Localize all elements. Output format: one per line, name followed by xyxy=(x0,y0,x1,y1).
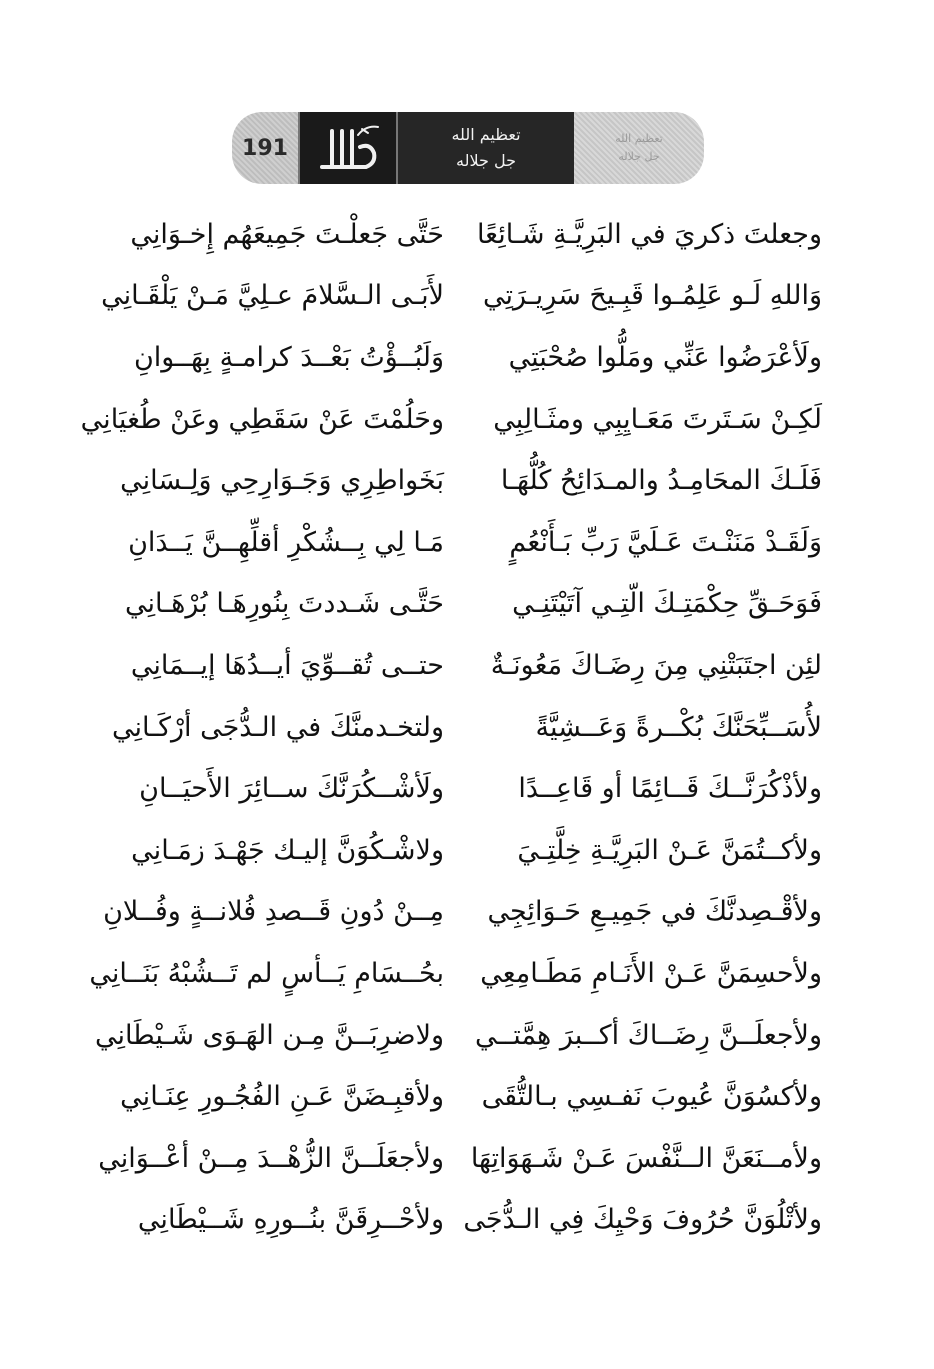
header-side-text xyxy=(574,112,704,184)
verse xyxy=(110,512,826,574)
verse-second-hemistich: وحَلُمْتَ عَنْ سَقَطِي وعَنْ طُغيَانِي xyxy=(80,403,444,435)
verse-second-hemistich: ولاضرِبَــنَّ مِـن الهَـوَى شَـيْطَانِي xyxy=(94,1019,444,1051)
header-title-line2: جل جلاله xyxy=(456,151,516,170)
page-header xyxy=(232,112,704,184)
verse-second-hemistich: ولاشْـكُوَنَّ إليـك جَهْـدَ زمَـانِي xyxy=(131,834,444,866)
verse-second-hemistich: ولأقبِـضَنَّ عَـنِ الفُجُـورِ عِنَـانِي xyxy=(120,1081,444,1113)
verse xyxy=(110,327,826,389)
verse-first-hemistich: فَلَـكَ المحَامِـدُ والمـدَائِحُ كُلُّهَـا xyxy=(500,465,822,497)
verse xyxy=(89,943,826,1005)
verse xyxy=(110,758,826,820)
verse-first-hemistich: ولأكسُوَنَّ عُيوبَ نَفـسِي بـالتُّقَى xyxy=(481,1081,822,1113)
verse xyxy=(110,697,826,759)
header-title-line1: تعظيم الله xyxy=(451,125,521,144)
header-side-line1: تعظيم الله xyxy=(615,132,663,145)
verse-first-hemistich: ولأمــنَعَنَّ الــنَّفْسَ عَـنْ شَـهَوَاتِهَا xyxy=(470,1142,822,1174)
page-number: 191 xyxy=(232,112,298,184)
verse-first-hemistich: ولأجعلَــنَّ رِضَــاكَ أكــبرَ هِمَّتــي xyxy=(474,1019,822,1051)
verse-second-hemistich: ولَأشْــكُرَنَّكَ ســائِرَ الأَحيَــانِ xyxy=(139,773,444,805)
poem xyxy=(80,204,826,1251)
verse-first-hemistich: ولأكــتُمَنَّ عَـنْ البَرِيَّـةِ خِلَّتِـيَ xyxy=(517,834,822,866)
verse-second-hemistich: ولأجعَلَــنَّ الزُّهْــدَ مِــنْ أعْــوَانِي xyxy=(98,1142,444,1174)
header-title xyxy=(398,112,574,184)
verse-first-hemistich: ولأحسِمَنَّ عَـنْ الأَنَـامِ مَطَـامِعِي xyxy=(480,957,822,989)
verse xyxy=(103,882,826,944)
verse-second-hemistich: ولتخـدمنَّكَ في الـدُّجَى أرْكَـانِي xyxy=(111,711,444,743)
verse xyxy=(110,635,826,697)
verse xyxy=(110,204,826,266)
verse xyxy=(98,1128,826,1190)
verse-first-hemistich: فَوَحَـقِّ حِكْمَتِـكَ الّتِـي آتَيْتَنِـي xyxy=(512,588,822,620)
verse-second-hemistich: وَلَبُــؤْتُ بَعْــدَ كرامـةٍ بِهَــوانِ xyxy=(133,341,444,373)
verse xyxy=(94,1005,826,1067)
verse-first-hemistich: وجعلتَ ذكريَ في البَرِيَّـةِ شَـائِعًا xyxy=(476,218,822,250)
verse xyxy=(80,389,826,451)
verse-second-hemistich: حَتَّى جَعلْـتَ جَمِيعَهُم إِخـوَانِي xyxy=(130,218,444,250)
verse-second-hemistich: مَـا لِي بِــشُكْرِ أقلِّهِــنَّ يَــدَانِ xyxy=(128,526,444,558)
verse xyxy=(101,266,826,328)
allah-calligraphy-icon xyxy=(308,117,388,179)
verse-first-hemistich: لئِن اجتَبَتْنِي مِنَ رِضَـاكَ مَعُونَـةٌ xyxy=(490,649,822,681)
verse-first-hemistich: ولَأعْرَضُوا عَنِّي ومَلُّوا صُحْبَتِي xyxy=(508,341,822,373)
verse-first-hemistich: ولأذْكُرَنَّــكَ قَــائِمًا أو قَاعِــدًا xyxy=(518,773,822,805)
verse xyxy=(110,820,826,882)
verse xyxy=(110,1190,826,1252)
verse xyxy=(110,574,826,636)
allah-calligraphy-icon xyxy=(298,112,398,184)
verse-second-hemistich: حتــى تُقــوِّيَ أيــدُهَا إيــمَانِي xyxy=(130,649,444,681)
verse-first-hemistich: لأُسَــبِّحَنَّكَ بُكْــرةً وَعَــشِيَّةً xyxy=(535,711,822,743)
verse xyxy=(110,1066,826,1128)
verse-second-hemistich: بحُــسَامِ يَــأسٍ لم تَــشُبْهُ بَنَــانِي xyxy=(89,957,444,989)
verse-second-hemistich: لأَبَـى الـسَّلامَ عـلِيَّ مَـنْ يَلْقَـانِي xyxy=(101,280,444,312)
verse xyxy=(110,450,826,512)
verse-first-hemistich: وَلَقَـدْ مَنَنْـتَ عَـلَيَّ رَبِّ بَـأَنْعُمٍ xyxy=(509,526,822,558)
verse-first-hemistich: لَكِـنْ سَـتَرتَ مَعَـايِبِي ومثَـالِبِي xyxy=(493,403,822,435)
verse-second-hemistich: بَخَواطِرِي وَجَـوَارِحِي وَلِـسَانِي xyxy=(120,465,444,497)
verse-second-hemistich: حَتَّـى شَـددتَ بِنُورِهَـا بُرْهَـانِي xyxy=(125,588,444,620)
verse-first-hemistich: وَاللهِ لَـو عَلِمُـوا قَبِـيحَ سَرِيـرَتِي xyxy=(482,280,822,312)
verse-first-hemistich: ولأتْلُوَنَّ حُرُوفَ وَحْيِكَ فِي الـدُّجَى xyxy=(463,1204,822,1236)
header-side-line2: جل جلاله xyxy=(618,150,660,163)
verse-first-hemistich: ولأقْـصِدنَّكَ في جَمِيـعِ حَـوَائِجِي xyxy=(487,896,822,928)
verse-second-hemistich: مِــنْ دُونِ قَــصدِ فُلانــةٍ وفُــلانِ xyxy=(103,896,444,928)
verse-second-hemistich: ولأحْــرِقَنَّ بنُــورِهِ شَــيْطَانِي xyxy=(137,1204,444,1236)
